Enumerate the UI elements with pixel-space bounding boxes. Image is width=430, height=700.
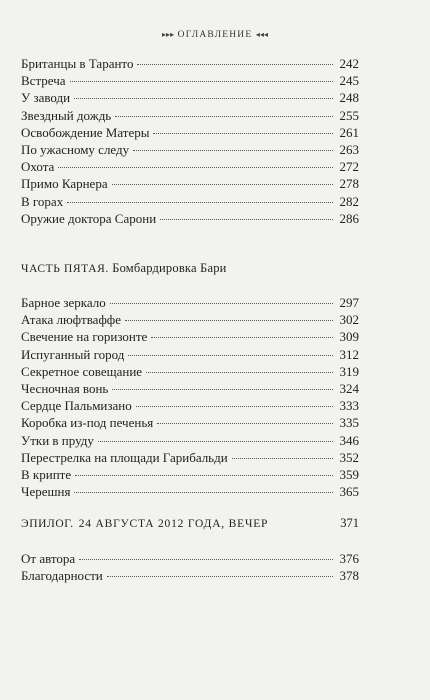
toc-entry-page: 309 <box>339 329 359 345</box>
dot-leader <box>74 98 333 99</box>
toc-entry-page: 261 <box>339 124 359 140</box>
dot-leader <box>67 202 333 203</box>
toc-entry-title: Британцы в Таранто <box>21 56 134 71</box>
ornament-left-icon: ▸▸▸ <box>162 30 175 39</box>
toc-entry-page: 278 <box>339 176 359 192</box>
page-title: ОГЛАВЛЕНИЕ <box>177 30 253 40</box>
toc-entry-title: В горах <box>21 193 64 209</box>
toc-entry <box>21 294 359 311</box>
toc-entry-title: Охота <box>21 159 55 175</box>
dot-leader <box>137 64 333 65</box>
toc-entry <box>21 89 359 106</box>
toc-entry-title: Благодарности <box>21 568 103 584</box>
toc-entry-title: Встреча <box>21 73 66 89</box>
dot-leader <box>133 150 333 151</box>
toc-entry-page: 376 <box>339 551 359 566</box>
toc-entry <box>21 550 359 567</box>
toc-entry-title: Освобождение Матеры <box>21 124 150 140</box>
toc-entry-title: Примо Карнера <box>21 176 108 192</box>
dot-leader <box>232 458 333 459</box>
toc-entry <box>21 175 359 192</box>
toc-entry <box>21 567 359 584</box>
epilog-subtitle: 24 АВГУСТА 2012 ГОДА, ВЕЧЕР <box>78 518 269 530</box>
toc-section-1 <box>21 55 359 227</box>
ornament-right-icon: ◂◂◂ <box>255 30 268 39</box>
toc-entry-page: 333 <box>339 398 359 414</box>
toc-entry <box>21 141 359 158</box>
dot-leader <box>107 576 333 577</box>
dot-leader <box>70 81 333 82</box>
toc-entry <box>21 158 359 175</box>
toc-entry-page: 286 <box>339 210 359 226</box>
toc-entry <box>21 346 359 363</box>
toc-entry <box>21 193 359 210</box>
toc-entry-title: В крипте <box>21 466 72 482</box>
toc-entry-page: 365 <box>339 484 359 500</box>
toc-entry-page: 359 <box>339 466 359 482</box>
toc-entry-title: Барное зеркало <box>21 295 106 310</box>
toc-entry-title: Атака люфтваффе <box>21 312 121 328</box>
toc-entry <box>21 55 359 72</box>
toc-entry-title: Секретное совещание <box>21 363 143 379</box>
dot-leader <box>79 559 333 560</box>
toc-entry-page: 248 <box>339 90 359 106</box>
toc-entry-page: 245 <box>339 73 359 89</box>
toc-section-2 <box>21 294 359 500</box>
dot-leader <box>98 441 333 442</box>
toc-entry <box>21 449 359 466</box>
toc-entry <box>21 328 359 345</box>
toc-entry <box>21 397 359 414</box>
toc-entry-title: Перестрелка на площади Гарибальди <box>21 449 228 465</box>
toc-entry-title: По ужасному следу <box>21 141 130 157</box>
toc-entry-page: 324 <box>339 380 359 396</box>
toc-entry-page: 352 <box>339 449 359 465</box>
epilog-page: 371 <box>340 516 359 530</box>
dot-leader <box>153 133 333 134</box>
toc-entry-page: 263 <box>339 141 359 157</box>
toc-entry-title: От автора <box>21 551 76 566</box>
toc-entry-title: Свечение на горизонте <box>21 329 148 345</box>
toc-entry-title: Черешня <box>21 484 71 500</box>
toc-entry-title: Утки в пруду <box>21 432 94 448</box>
dot-leader <box>151 337 333 338</box>
toc-entry-title: Звездный дождь <box>21 107 112 123</box>
dot-leader <box>115 116 333 117</box>
epilog-entry <box>21 516 359 531</box>
toc-entry <box>21 363 359 380</box>
toc-entry-title: У заводи <box>21 90 71 106</box>
toc-entry-title: Коробка из-под печенья <box>21 415 154 431</box>
dot-leader <box>112 389 333 390</box>
toc-entry <box>21 107 359 124</box>
dot-leader <box>157 423 333 424</box>
toc-entry <box>21 311 359 328</box>
toc-section-3 <box>21 550 359 584</box>
dot-leader <box>128 355 333 356</box>
part-title: Бомбардировка Бари <box>112 261 227 275</box>
toc-entry <box>21 124 359 141</box>
epilog-label: ЭПИЛОГ. <box>21 518 74 530</box>
toc-entry-page: 319 <box>339 363 359 379</box>
toc-entry-page: 378 <box>339 568 359 584</box>
dot-leader <box>146 372 333 373</box>
toc-entry-page: 272 <box>339 159 359 175</box>
dot-leader <box>160 219 333 220</box>
toc-entry <box>21 72 359 89</box>
toc-entry-page: 297 <box>339 295 359 310</box>
toc-entry <box>21 210 359 227</box>
page-header <box>0 30 430 40</box>
dot-leader <box>136 406 333 407</box>
toc-entry-title: Сердце Пальмизано <box>21 398 132 414</box>
toc-entry-title: Испуганный город <box>21 346 125 362</box>
toc-entry <box>21 432 359 449</box>
toc-entry-page: 312 <box>339 346 359 362</box>
dot-leader <box>112 184 333 185</box>
toc-entry-page: 302 <box>339 312 359 328</box>
toc-entry-page: 282 <box>339 193 359 209</box>
toc-entry <box>21 466 359 483</box>
part-label: ЧАСТЬ ПЯТАЯ. <box>21 263 109 275</box>
dot-leader <box>125 320 333 321</box>
toc-entry-page: 242 <box>339 56 359 71</box>
dot-leader <box>75 475 333 476</box>
toc-entry-page: 255 <box>339 107 359 123</box>
dot-leader <box>74 492 333 493</box>
part-heading <box>21 261 227 276</box>
toc-entry-title: Чесночная вонь <box>21 380 109 396</box>
toc-entry-page: 335 <box>339 415 359 431</box>
toc-entry <box>21 380 359 397</box>
toc-entry-title: Оружие доктора Сарони <box>21 210 157 226</box>
dot-leader <box>110 303 333 304</box>
toc-entry-page: 346 <box>339 432 359 448</box>
toc-entry <box>21 483 359 500</box>
toc-entry <box>21 414 359 431</box>
dot-leader <box>58 167 333 168</box>
